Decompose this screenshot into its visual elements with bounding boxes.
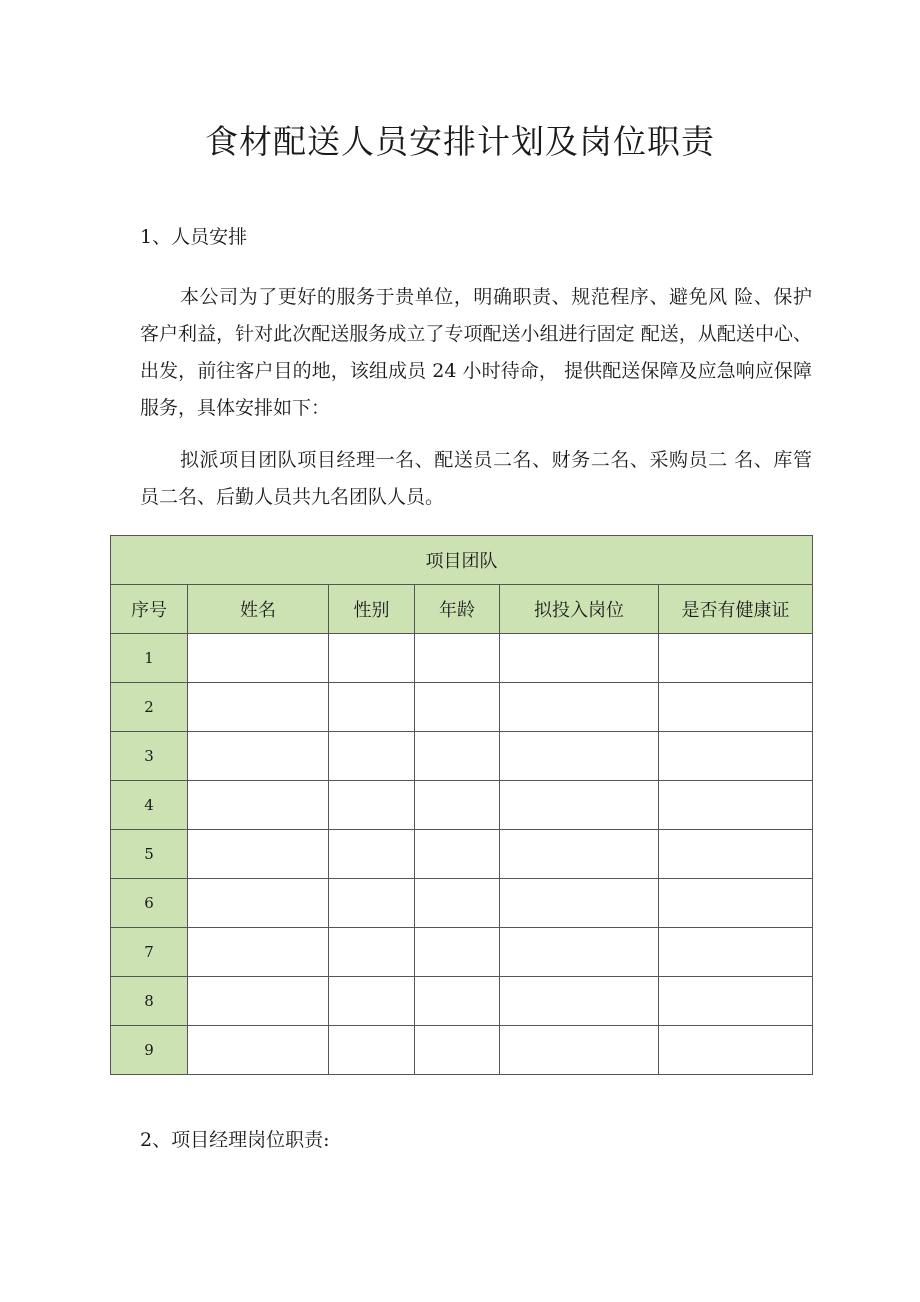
cell-name (188, 781, 329, 830)
cell-name (188, 928, 329, 977)
cell-age (415, 634, 500, 683)
cell-health-cert (659, 781, 813, 830)
table-row (111, 928, 813, 977)
cell-health-cert (659, 732, 813, 781)
cell-position (500, 830, 659, 879)
cell-gender (329, 732, 415, 781)
cell-age (415, 683, 500, 732)
column-header-health-cert: 是否有健康证 (659, 585, 813, 634)
table-row (111, 879, 813, 928)
cell-age (415, 1026, 500, 1075)
cell-health-cert (659, 977, 813, 1026)
cell-name (188, 977, 329, 1026)
cell-name (188, 879, 329, 928)
cell-no: 4 (111, 781, 188, 830)
table-row (111, 732, 813, 781)
cell-no: 6 (111, 879, 188, 928)
cell-gender (329, 683, 415, 732)
cell-position (500, 928, 659, 977)
cell-gender (329, 928, 415, 977)
cell-age (415, 977, 500, 1026)
table-header-row (111, 585, 813, 634)
cell-position (500, 634, 659, 683)
cell-position (500, 732, 659, 781)
column-header-age: 年龄 (415, 585, 500, 634)
cell-age (415, 732, 500, 781)
section-heading-manager-duties: 2、项目经理岗位职责: (140, 1129, 330, 1151)
table-body (111, 634, 813, 1075)
section-heading-staffing: 1、人员安排 (140, 226, 248, 248)
document-title: 食材配送人员安排计划及岗位职责 (205, 122, 715, 161)
cell-health-cert (659, 928, 813, 977)
project-team-table (110, 535, 813, 1075)
cell-gender (329, 830, 415, 879)
cell-health-cert (659, 879, 813, 928)
cell-no: 9 (111, 1026, 188, 1075)
cell-position (500, 977, 659, 1026)
cell-age (415, 830, 500, 879)
cell-gender (329, 781, 415, 830)
cell-no: 3 (111, 732, 188, 781)
cell-no: 8 (111, 977, 188, 1026)
cell-name (188, 1026, 329, 1075)
cell-age (415, 781, 500, 830)
cell-health-cert (659, 634, 813, 683)
table-row (111, 634, 813, 683)
cell-name (188, 683, 329, 732)
cell-health-cert (659, 683, 813, 732)
cell-gender (329, 1026, 415, 1075)
cell-position (500, 683, 659, 732)
table-row (111, 977, 813, 1026)
cell-position (500, 781, 659, 830)
cell-gender (329, 977, 415, 1026)
cell-position (500, 1026, 659, 1075)
cell-no: 5 (111, 830, 188, 879)
table-row (111, 781, 813, 830)
cell-position (500, 879, 659, 928)
cell-age (415, 928, 500, 977)
table-row (111, 830, 813, 879)
staffing-paragraph-1: 本公司为了更好的服务于贵单位，明确职责、规范程序、避免风 险、保护客户利益，针对此次配送服务成立了专项配送小组进行固定 配送，从配送中心、出发，前往客户目的地，该组成员 24 小时待命， 提供配送保障及应急响应保障服务，具体安排如下： (140, 286, 812, 419)
table-caption-row (111, 536, 813, 585)
cell-name (188, 830, 329, 879)
cell-health-cert (659, 1026, 813, 1075)
cell-gender (329, 879, 415, 928)
table-row (111, 683, 813, 732)
staffing-paragraph-2: 拟派项目团队项目经理一名、配送员二名、财务二名、采购员二 名、库管员二名、后勤人员共九名团队人员。 (140, 449, 812, 508)
table-row (111, 1026, 813, 1075)
column-header-position: 拟投入岗位 (500, 585, 659, 634)
column-header-name: 姓名 (188, 585, 329, 634)
cell-name (188, 634, 329, 683)
cell-name (188, 732, 329, 781)
table-caption: 项目团队 (111, 536, 813, 585)
cell-age (415, 879, 500, 928)
cell-no: 1 (111, 634, 188, 683)
cell-gender (329, 634, 415, 683)
column-header-gender: 性别 (329, 585, 415, 634)
cell-no: 7 (111, 928, 188, 977)
column-header-no: 序号 (111, 585, 188, 634)
cell-no: 2 (111, 683, 188, 732)
cell-health-cert (659, 830, 813, 879)
